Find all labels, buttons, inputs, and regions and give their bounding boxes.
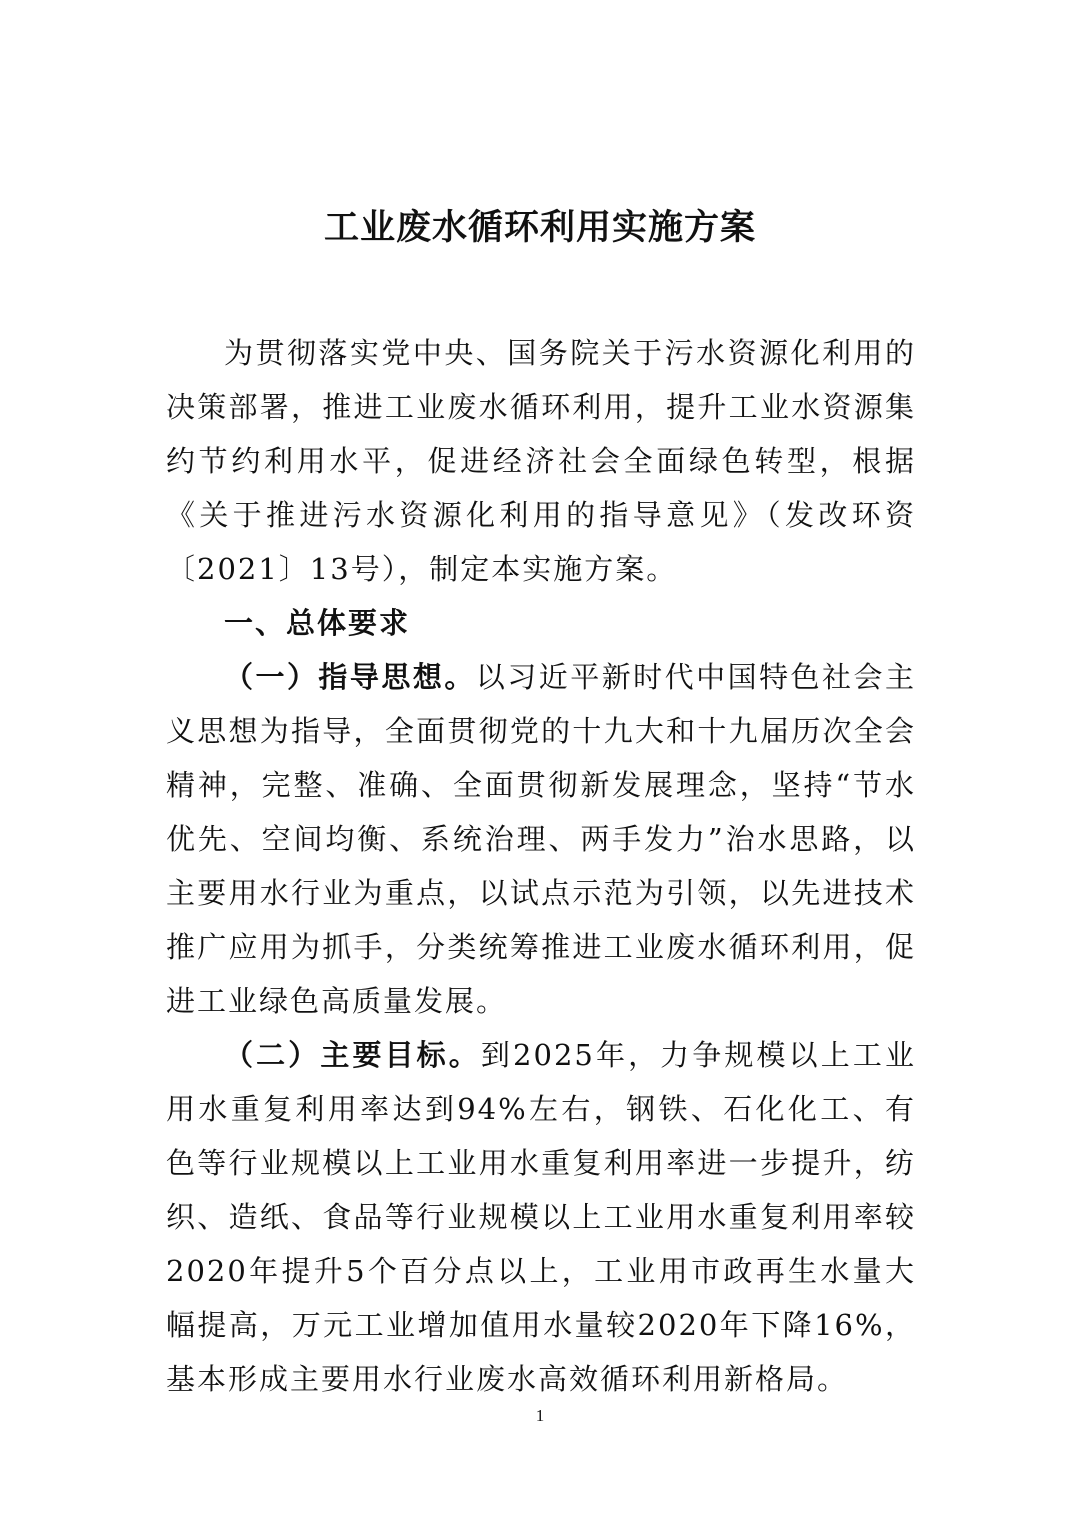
main-targets-paragraph bbox=[166, 1028, 916, 1406]
intro-paragraph: 为贯彻落实党中央、国务院关于污水资源化利用的决策部署，推进工业废水循环利用，提升工业水资源集约节约利用水平，促进经济社会全面绿色转型，根据《关于推进污水资源化利用的指导意见》（发改环资〔2021〕13号），制定本实施方案。 bbox=[166, 336, 916, 586]
guiding-ideology-paragraph bbox=[166, 650, 916, 1028]
guiding-ideology-text: 以习近平新时代中国特色社会主义思想为指导，全面贯彻党的十九大和十九届历次全会精神，完整、准确、全面贯彻新发展理念，坚持“节水优先、空间均衡、系统治理、两手发力”治水思路，以主要用水行业为重点，以试点示范为引领，以先进技术推广应用为抓手，分类统筹推进工业废水循环利用，促进工业绿色高质量发展。 bbox=[166, 660, 916, 1018]
page-number: 1 bbox=[535, 1406, 545, 1425]
section-heading-overall-requirements: 一、总体要求 bbox=[224, 606, 411, 640]
document-title: 工业废水循环利用实施方案 bbox=[323, 207, 756, 248]
guiding-ideology-heading: （一）指导思想。 bbox=[224, 660, 476, 694]
main-targets-text: 到2025年，力争规模以上工业用水重复利用率达到94%左右，钢铁、石化化工、有色等行业规模以上工业用水重复利用率进一步提升，纺织、造纸、食品等行业规模以上工业用水重复利用率较2020年提升5个百分点以上，工业用市政再生水量大幅提高，万元工业增加值用水量较2020年下降16%，基本形成主要用水行业废水高效循环利用新格局。 bbox=[166, 1038, 916, 1396]
document-body bbox=[166, 326, 916, 1406]
main-targets-heading: （二）主要目标。 bbox=[224, 1038, 481, 1072]
